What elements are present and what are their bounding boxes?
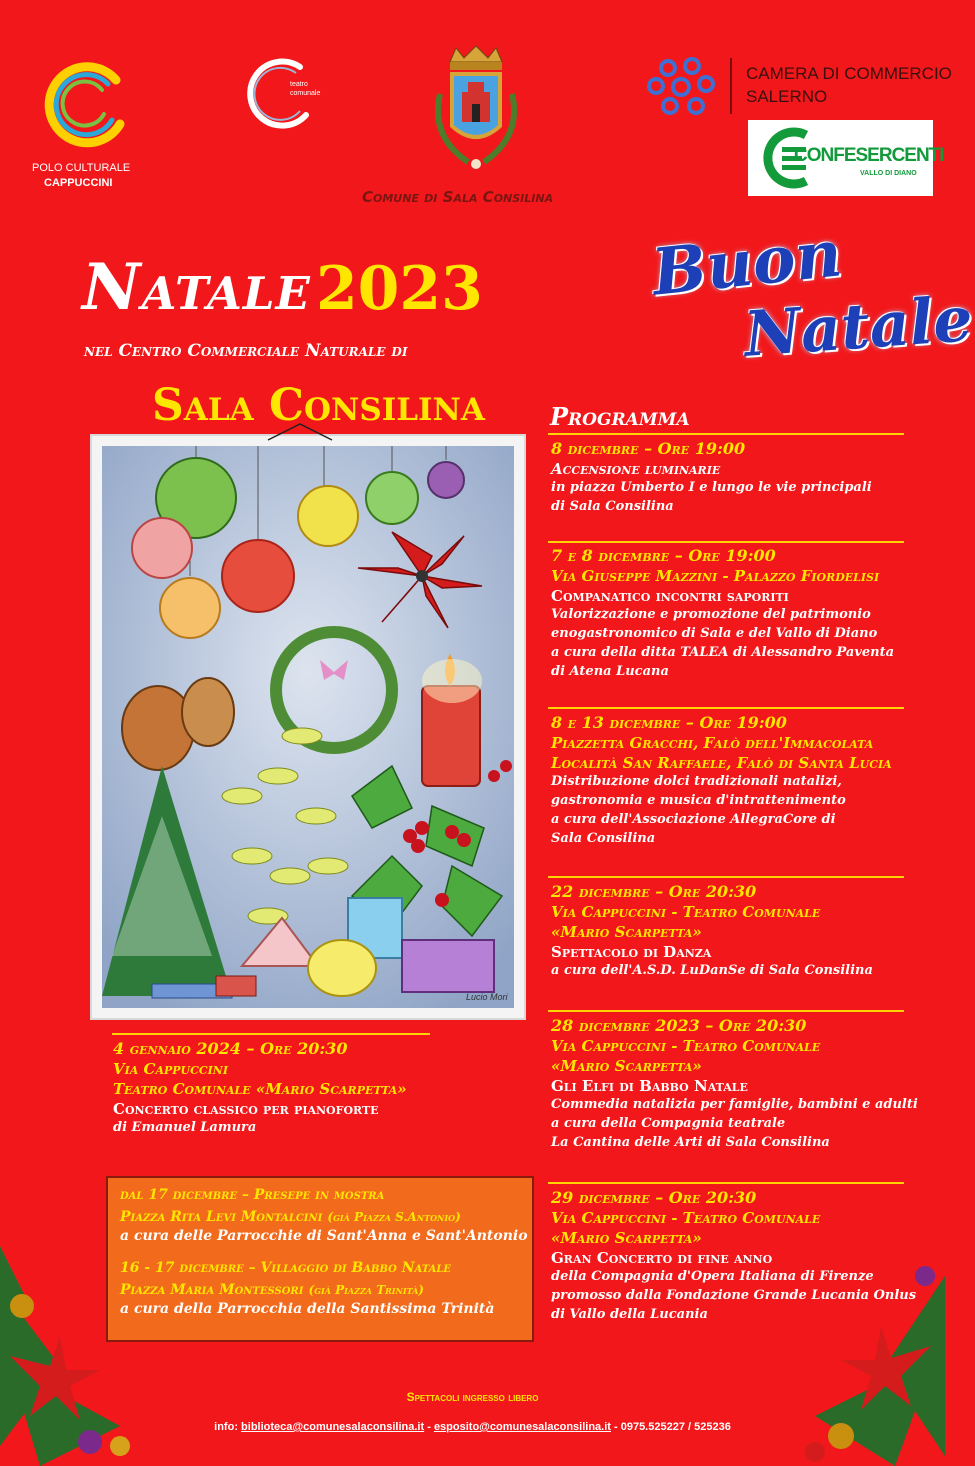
polo-ring-icon [28, 52, 138, 152]
camera-divider [730, 58, 732, 114]
box-line-5b: (già Piazza Trinità) [308, 1283, 424, 1297]
teatro-comunale-logo [240, 55, 330, 135]
box-line-4: 16 - 17 dicembre – Villaggio di Babbo Natale [120, 1260, 452, 1276]
event-3-desc-4: Sala Consilina [551, 831, 656, 846]
camera-commercio-logo [646, 54, 952, 124]
event-3-place-2: Località San Raffaele, Falò di Santa Lucia [551, 754, 892, 772]
program-heading: Programma [550, 402, 690, 431]
event-5-desc-2: a cura della Compagnia teatrale [551, 1116, 786, 1131]
box-line-2 [120, 1206, 532, 1225]
left-event-desc: di Emanuel Lamura [113, 1120, 257, 1135]
event-4-date: 22 dicembre – Ore 20:30 [551, 882, 757, 901]
sep-3 [548, 876, 904, 878]
event-3 [551, 713, 892, 848]
email-2[interactable]: esposito@comunesalaconsilina.it [433, 1421, 611, 1433]
sep-5 [548, 1182, 904, 1184]
artwork-signature: Lucio Mori [466, 992, 508, 1002]
buon-script: Buon [648, 216, 846, 311]
event-3-desc-1: Distribuzione dolci tradizionali natalizi, [551, 774, 842, 789]
confesercenti-sub: VALLO DI DIANO [860, 170, 917, 177]
box-line-2b: (già Piazza S.Antonio) [327, 1210, 461, 1224]
christmas-artwork [92, 436, 524, 1018]
confesercenti-name: CONFESERCENTI [794, 145, 944, 166]
corner-decoration-left [0, 1246, 150, 1466]
comune-crest [428, 44, 524, 189]
footer-info [0, 1421, 945, 1433]
event-5-desc-3: La Cantina delle Arti di Sala Consilina [551, 1135, 830, 1150]
left-event [113, 1039, 407, 1137]
event-3-place-1: Piazzetta Gracchi, Falò dell'Immacolata [551, 734, 874, 752]
box-line-1: dal 17 dicembre – Presepe in mostra [120, 1187, 385, 1203]
left-event-title: Concerto classico per pianoforte [113, 1100, 379, 1118]
title-year: 2023 [315, 254, 483, 324]
event-2-desc-4: di Atena Lucana [551, 664, 669, 679]
event-4 [551, 882, 873, 980]
event-3-date: 8 e 13 dicembre – Ore 19:00 [551, 713, 787, 732]
left-event-place-2: Teatro Comunale «Mario Scarpetta» [113, 1080, 407, 1098]
camera-line1: CAMERA DI COMMERCIO [746, 64, 952, 83]
box-line-6: a cura della Parrocchia della Santissima Trinità [120, 1301, 495, 1317]
artwork-hanger [266, 422, 336, 442]
teatro-line2: comunale [290, 90, 321, 97]
left-sep [112, 1033, 430, 1035]
event-2-place: Via Giuseppe Mazzini - Palazzo Fiordelisi [551, 567, 880, 585]
event-2-desc-2: enogastronomico di Sala e del Vallo di Diano [551, 626, 878, 641]
event-2-desc-1: Valorizzazione e promozione del patrimonio [551, 607, 871, 622]
info-label: info: [214, 1421, 242, 1433]
sep-1 [548, 541, 904, 543]
event-5-place-1: Via Cappuccini - Teatro Comunale [551, 1037, 821, 1055]
subtitle: nel Centro Commerciale Naturale di [84, 341, 408, 361]
presepe-box [106, 1176, 534, 1342]
teatro-line1: teatro [290, 81, 308, 88]
city-name: Sala Consilina [152, 380, 485, 431]
event-6-title: Gran Concerto di fine anno [551, 1249, 773, 1267]
event-1-date: 8 dicembre – Ore 19:00 [551, 439, 746, 458]
event-2 [551, 546, 894, 681]
natale-script: Natale [741, 282, 975, 371]
free-entry: Spettacoli ingresso libero [406, 1390, 539, 1404]
event-1-desc-2: di Sala Consilina [551, 499, 674, 514]
box-line-5a: Piazza Maria Montessori [120, 1282, 304, 1298]
email-1[interactable]: biblioteca@comunesalaconsilina.it [241, 1421, 425, 1433]
left-event-date: 4 gennaio 2024 – Ore 20:30 [113, 1039, 348, 1058]
email-dash: - [424, 1421, 434, 1433]
event-6-date: 29 dicembre – Ore 20:30 [551, 1188, 757, 1207]
event-5-desc-1: Commedia natalizia per famiglie, bambini e adulti [551, 1097, 918, 1112]
confesercenti-logo [748, 120, 944, 196]
event-5 [551, 1016, 918, 1152]
camera-line2: SALERNO [746, 87, 828, 106]
polo-line2: CAPPUCCINI [44, 177, 113, 189]
event-4-title: Spettacolo di Danza [551, 943, 712, 961]
event-2-desc-3: a cura della ditta TALEA di Alessandro Paventa [551, 645, 895, 660]
event-5-date: 28 dicembre 2023 – Ore 20:30 [551, 1016, 807, 1035]
polo-culturale-logo [28, 52, 138, 192]
comune-name: Comune di Sala Consilina [362, 188, 554, 206]
event-6-place-2: «Mario Scarpetta» [551, 1229, 702, 1247]
event-4-place-2: «Mario Scarpetta» [551, 923, 702, 941]
artwork-drawing [92, 436, 524, 1018]
event-3-desc-2: gastronomia e musica d'intrattenimento [551, 793, 846, 808]
camera-flower-icon [646, 54, 718, 120]
event-6-desc-3: di Vallo della Lucania [551, 1307, 708, 1322]
event-3-desc-3: a cura dell'Associazione AllegraCore di [551, 812, 836, 827]
event-1-desc-1: in piazza Umberto I e lungo le vie principali [551, 480, 872, 495]
title-word: Natale [82, 250, 311, 325]
crest-icon [428, 44, 524, 184]
event-2-date: 7 e 8 dicembre – Ore 19:00 [551, 546, 776, 565]
box-line-5 [120, 1279, 532, 1298]
sep-4 [548, 1010, 904, 1012]
event-6-desc-2: promosso dalla Fondazione Grande Lucania Onlus [551, 1288, 917, 1303]
sep-2 [548, 707, 904, 709]
polo-line1: POLO CULTURALE [32, 162, 131, 174]
corner-decoration-right [775, 1246, 945, 1466]
event-1 [551, 439, 872, 516]
event-5-place-2: «Mario Scarpetta» [551, 1057, 702, 1075]
box-line-3: a cura delle Parrocchie di Sant'Anna e Sant'Antonio [120, 1228, 528, 1244]
event-1-title: Accensione luminarie [551, 460, 721, 478]
sep-0 [548, 433, 904, 435]
event-5-title: Gli Elfi di Babbo Natale [551, 1077, 748, 1095]
event-6-desc-1: della Compagnia d'Opera Italiana di Firenze [551, 1269, 874, 1284]
box-line-2a: Piazza Rita Levi Montalcini [120, 1209, 323, 1225]
event-4-desc-1: a cura dell'A.S.D. LuDanSe di Sala Consilina [551, 963, 873, 978]
event-6-place-1: Via Cappuccini - Teatro Comunale [551, 1209, 821, 1227]
event-2-title: Companatico incontri saporiti [551, 587, 789, 605]
event-title [82, 250, 483, 325]
left-event-place-1: Via Cappuccini [113, 1060, 229, 1078]
phone: - 0975.525227 / 525236 [610, 1421, 731, 1433]
event-4-place-1: Via Cappuccini - Teatro Comunale [551, 903, 821, 921]
